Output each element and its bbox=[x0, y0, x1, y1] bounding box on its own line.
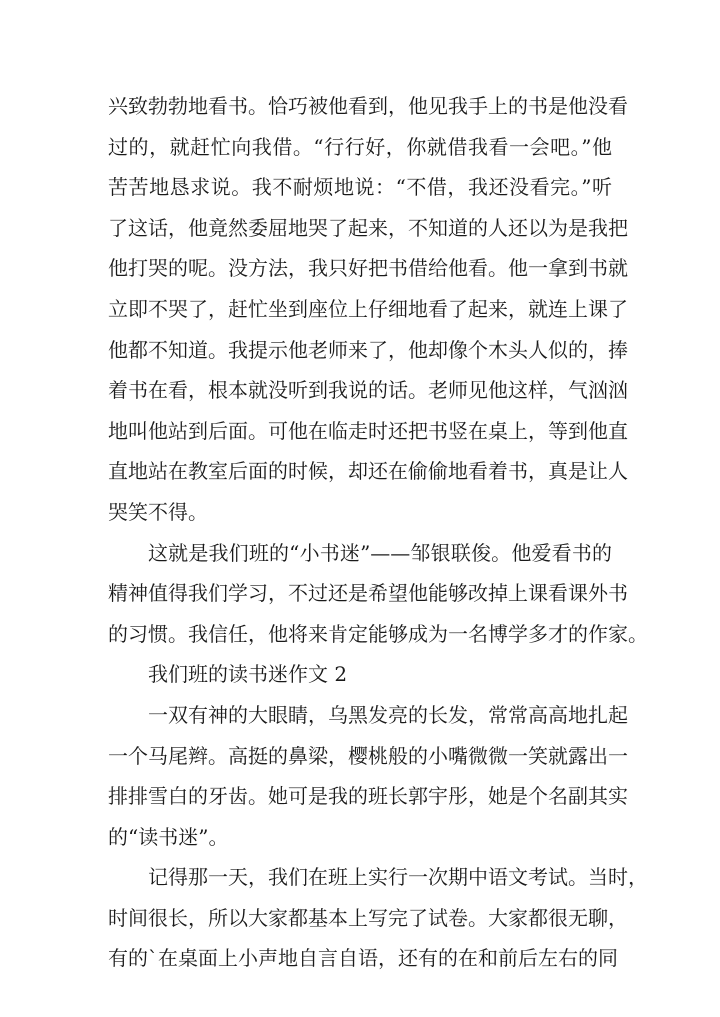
document-body bbox=[108, 86, 648, 979]
text-line: 兴致勃勃地看书。恰巧被他看到，他见我手上的书是他没看 bbox=[108, 94, 628, 118]
text-line: 这就是我们班的“小书迷”——邹银联俊。他爱看书的 bbox=[148, 540, 612, 565]
text-line: 有的`在桌面上小声地自言自语，还有的在和前后左右的同 bbox=[108, 946, 618, 971]
text-line: 记得那一天，我们在班上实行一次期中语文考试。当时， bbox=[148, 865, 648, 890]
text-line: 精神值得我们学习，不过还是希望他能够改掉上课看课外书 bbox=[108, 581, 628, 606]
text-line: 苦苦地恳求说。我不耐烦地说：“不借，我还没看完。”听 bbox=[108, 175, 612, 200]
text-line: 我们班的读书迷作文 2 bbox=[148, 662, 348, 687]
text-line: 哭笑不得。 bbox=[108, 499, 208, 524]
text-line: 了这话，他竟然委屈地哭了起来，不知道的人还以为是我把 bbox=[108, 215, 628, 240]
text-line: 过的，就赶忙向我借。“行行好，你就借我看一会吧。”他 bbox=[108, 134, 612, 159]
text-line: 的习惯。我信任，他将来肯定能够成为一名博学多才的作家。 bbox=[108, 621, 648, 646]
text-line: 地叫他站到后面。可他在临走时还把书竖在桌上，等到他直 bbox=[108, 418, 628, 443]
text-line: 他都不知道。我提示他老师来了，他却像个木头人似的，捧 bbox=[108, 337, 628, 362]
text-line: 直地站在教室后面的时候，却还在偷偷地看着书，真是让人 bbox=[108, 459, 628, 484]
text-line: 他打哭的呢。没方法，我只好把书借给他看。他一拿到书就 bbox=[108, 256, 628, 281]
text-line: 的“读书迷”。 bbox=[108, 824, 229, 849]
text-line: 立即不哭了，赶忙坐到座位上仔细地看了起来，就连上课了 bbox=[108, 296, 628, 321]
text-line: 一个马尾辫。高挺的鼻梁，樱桃般的小嘴微微一笑就露出一 bbox=[108, 743, 628, 768]
text-line: 时间很长，所以大家都基本上写完了试卷。大家都很无聊， bbox=[108, 905, 628, 930]
text-line: 排排雪白的牙齿。她可是我的班长郭宇彤，她是个名副其实 bbox=[108, 784, 628, 809]
text-line: 着书在看，根本就没听到我说的话。老师见他这样，气汹汹 bbox=[108, 378, 628, 403]
text-line: 一双有神的大眼睛，乌黑发亮的长发，常常高高地扎起 bbox=[148, 702, 628, 727]
